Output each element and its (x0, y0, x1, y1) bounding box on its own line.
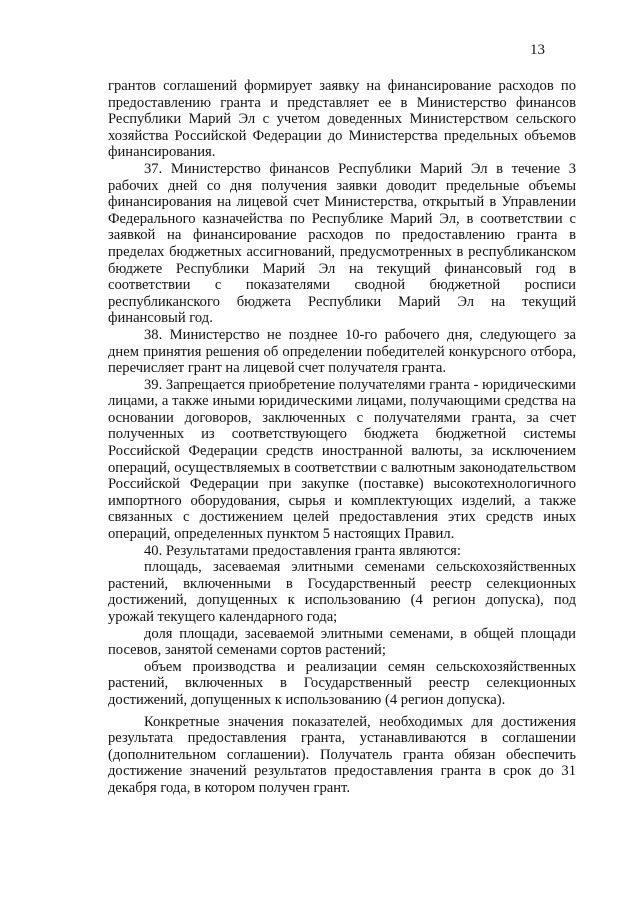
paragraph-38: 38. Министерство не позднее 10-го рабочего дня, следующего за днем принятия решения об определении победителей конкурсного отбора, перечисляет грант на лицевой счет получателя гранта. (108, 326, 576, 377)
paragraph-continuation: грантов соглашений формирует заявку на финансирование расходов по предоставлению гранта и представляет ее в Министерство финансов Республики Марий Эл с учетом доведенных Министерством сельского хозяйства Российской Федерации до Министерства предельных объемов финансирования. (108, 78, 576, 161)
result-item-share: доля площади, засеваемой элитными семенами, в общей площади посевов, занятой семенами сортов растений; (108, 625, 576, 659)
paragraph-indicator-values: Конкретные значения показателей, необходимых для достижения результата предоставления гранта, устанавливаются в соглашении (дополнительном соглашении). Получатель гранта обязан обеспечить достижение значений результатов предоставления гранта в срок до 31 декабря года, в котором получен грант. (108, 713, 576, 796)
paragraph-37: 37. Министерство финансов Республики Марий Эл в течение 3 рабочих дней со дня получения заявки доводит предельные объемы финансирования на лицевой счет Министерства, открытый в Управлении Федерального казначейства по Республике Марий Эл, в соответствии с заявкой на финансирование расходов по предоставлению гранта в пределах бюджетных ассигнований, предусмотренных в республиканском бюджете Республики Марий Эл на текущий финансовый год в соответствии с показателями сводной бюджетной росписи республиканского бюджета Республики Марий Эл на текущий финансовый год. (108, 160, 576, 327)
paragraph-39: 39. Запрещается приобретение получателями гранта - юридическими лицами, а также иными юридическими лицами, получающими средства на основании договоров, заключенных с получателями гранта, за счет полученных из соответствующего бюджета бюджетной системы Российской Федерации средств иностранной валюты, за исключением операций, осуществляемых в соответствии с валютным законодательством Российской Федерации при закупке (поставке) высокотехнологичного импортного оборудования, сырья и комплектующих изделий, а также связанных с достижением целей предоставления этих средств иных операций, определенных пунктом 5 настоящих Правил. (108, 376, 576, 543)
result-item-area: площадь, засеваемая элитными семенами сельскохозяйственных растений, включенными в Государственный реестр селекционных достижений, допущенных к использованию (4 регион допуска), под урожай текущего календарного года; (108, 559, 576, 625)
paragraph-40: 40. Результатами предоставления гранта являются: (144, 542, 461, 559)
result-item-volume: объем производства и реализации семян сельскохозяйственных растений, включенных в Государственный реестр селекционных достижений, допущенных к использованию (4 регион допуска). (108, 658, 576, 708)
page-number: 13 (530, 42, 545, 58)
document-body (108, 78, 576, 797)
